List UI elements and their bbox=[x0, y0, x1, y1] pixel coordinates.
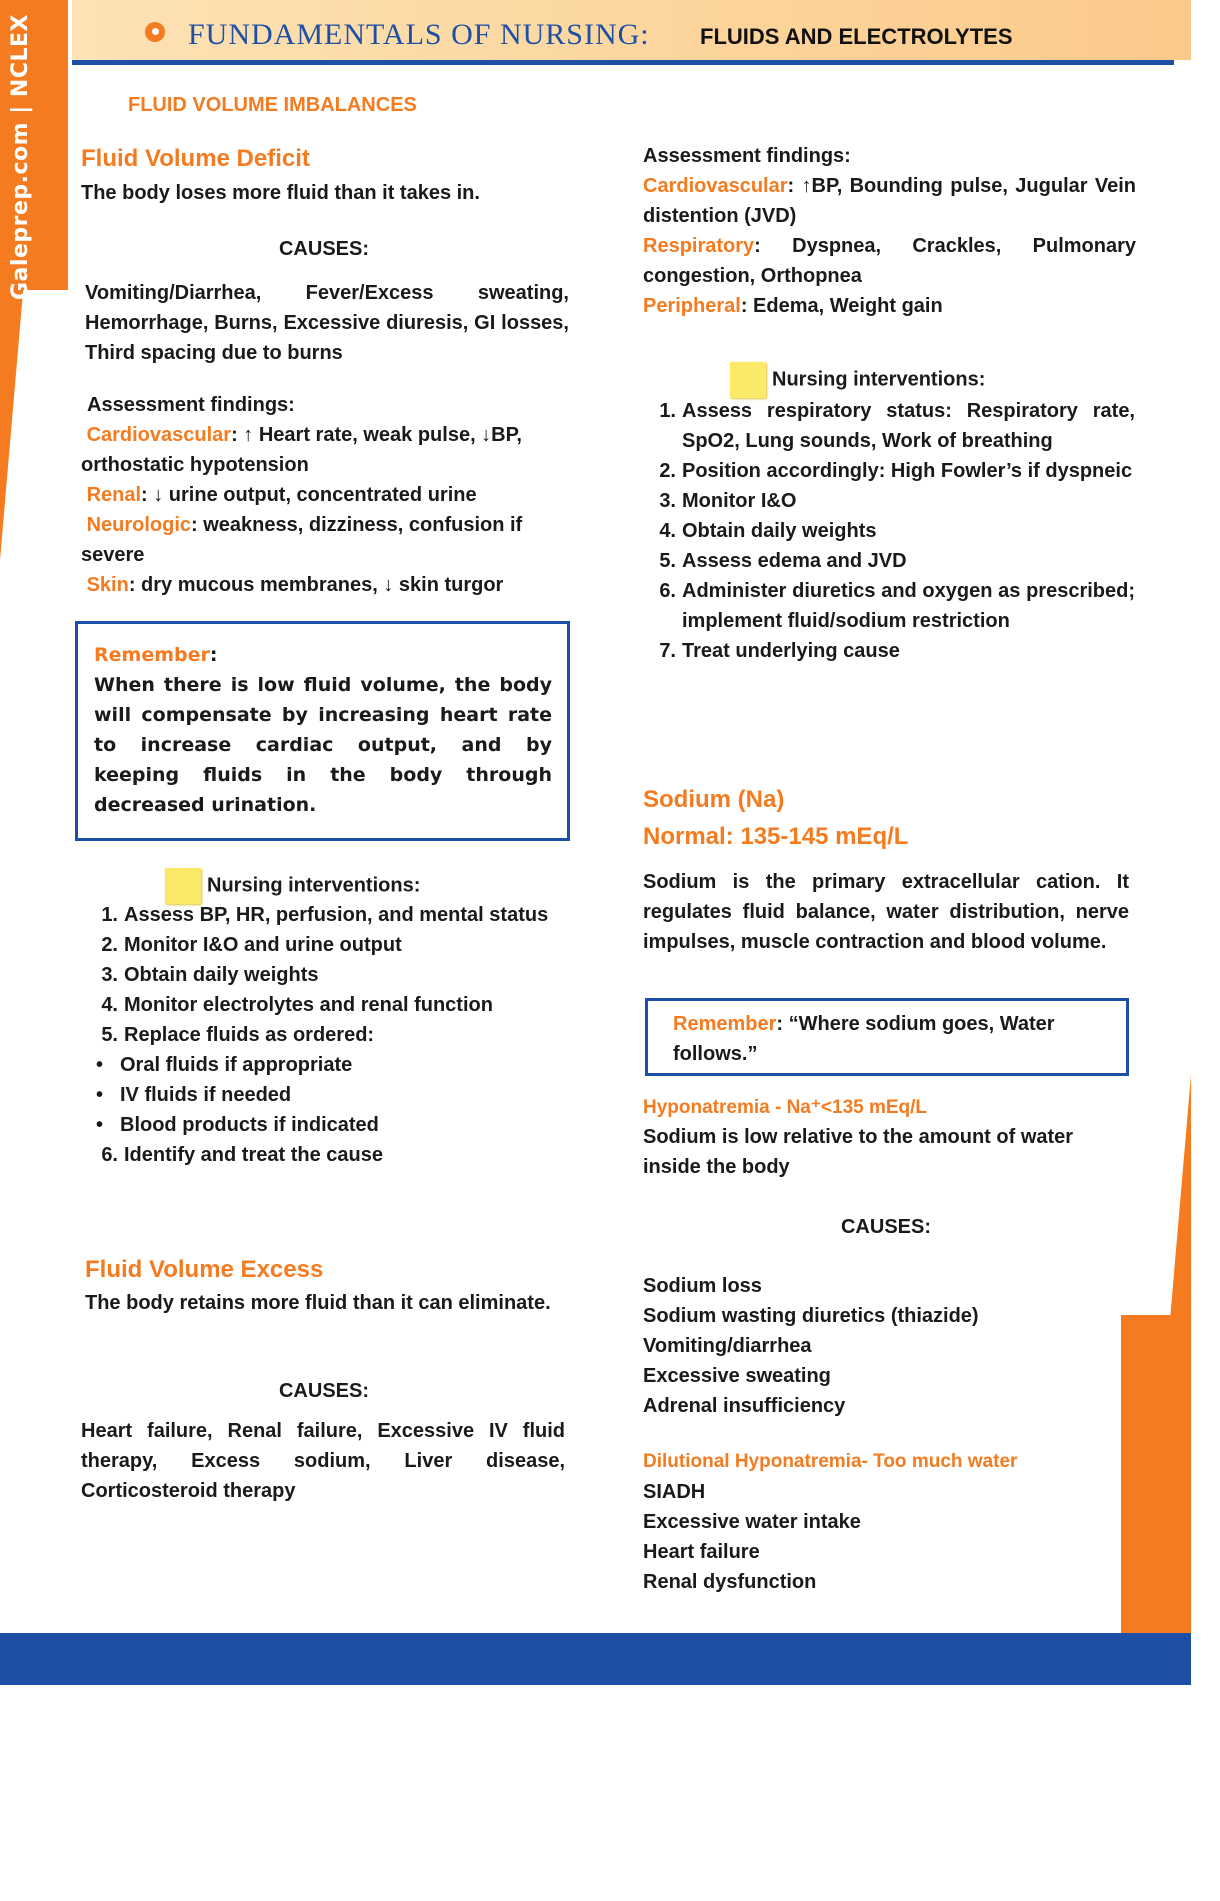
hyponatremia-title: Hyponatremia - Na⁺<135 mEq/L bbox=[643, 1097, 928, 1118]
remember-text: When there is low fluid volume, the body will compensate by increasing heart rate to increase cardiac output, and by keeping fluids in the body through decreased urination. bbox=[94, 674, 552, 816]
remember-box-sodium bbox=[645, 998, 1129, 1076]
finding-neurologic: Neurologic: weakness, dizziness, confusion if severe bbox=[81, 514, 523, 566]
fve-interventions-list bbox=[646, 396, 1135, 666]
side-label-right: Galeprep.com | NCLEX bbox=[1195, 1615, 1220, 1901]
fvd-assessment-heading: Assessment findings: bbox=[87, 394, 295, 416]
side-label-left: Galeprep.com | NCLEX bbox=[8, 14, 33, 300]
list-item: 1. Assess BP, HR, perfusion, and mental status bbox=[101, 904, 549, 926]
fve-causes-heading: CAUSES: bbox=[278, 1380, 369, 1402]
finding-peripheral: Peripheral: Edema, Weight gain bbox=[643, 295, 943, 317]
hypo-causes-heading: CAUSES: bbox=[840, 1216, 931, 1238]
brain-icon bbox=[145, 22, 165, 42]
remember-box-fvd bbox=[75, 621, 570, 841]
sub-bullet: • IV fluids if needed bbox=[84, 1080, 569, 1110]
fve-causes-text: Heart failure, Renal failure, Excessive IV fluid therapy, Excess sodium, Liver disease, Corticosteroid therapy bbox=[81, 1420, 565, 1502]
footer-bar bbox=[0, 1633, 1191, 1685]
page-title: FUNDAMENTALS OF NURSING: bbox=[188, 18, 650, 51]
fve-assessment-heading: Assessment findings: bbox=[643, 145, 851, 167]
list-item: SIADH bbox=[643, 1481, 706, 1503]
finding-cardiovascular: Cardiovascular: ↑BP, Bounding pulse, Jugular Vein distention (JVD) bbox=[643, 175, 1136, 227]
list-item: 2. Position accordingly: High Fowler’s if dyspneic bbox=[659, 460, 1133, 482]
list-item: Sodium loss bbox=[643, 1275, 762, 1297]
fve-definition: The body retains more fluid than it can eliminate. bbox=[85, 1292, 551, 1314]
sodium-title: Sodium (Na) bbox=[643, 786, 785, 813]
list-item: Vomiting/diarrhea bbox=[643, 1335, 812, 1357]
sodium-description: Sodium is the primary extracellular cation. It regulates fluid balance, water distribution, nerve impulses, muscle contraction and blood volume. bbox=[643, 871, 1129, 953]
hyponatremia-definition: Sodium is low relative to the amount of water inside the body bbox=[643, 1126, 1074, 1178]
fvd-causes-text: Vomiting/Diarrhea, Fever/Excess sweating, Hemorrhage, Burns, Excessive diuresis, GI losses, Third spacing due to burns bbox=[85, 282, 569, 364]
header-divider bbox=[72, 60, 1174, 65]
sub-bullet: • Oral fluids if appropriate bbox=[84, 1050, 569, 1080]
list-item: 4. Monitor electrolytes and renal function bbox=[101, 994, 493, 1016]
list-item: Excessive water intake bbox=[643, 1511, 861, 1533]
page-subtitle: FLUIDS AND ELECTROLYTES bbox=[700, 24, 1013, 49]
dilutional-title: Dilutional Hyponatremia- Too much water bbox=[643, 1451, 1018, 1472]
sticky-note-icon bbox=[730, 362, 766, 398]
fvd-interventions-list bbox=[88, 900, 569, 1170]
list-item: 6. Identify and treat the cause bbox=[101, 1144, 383, 1166]
hypo-causes-list bbox=[643, 1271, 1129, 1421]
right-orange-band-bottom bbox=[1121, 1315, 1191, 1635]
list-item: Sodium wasting diuretics (thiazide) bbox=[643, 1305, 979, 1327]
fvd-definition: The body loses more fluid than it takes in. bbox=[81, 182, 480, 204]
fve-findings bbox=[643, 171, 1136, 321]
list-item: 1. Assess respiratory status: Respiratory rate, SpO2, Lung sounds, Work of breathing bbox=[659, 400, 1135, 452]
list-item: 3. Obtain daily weights bbox=[101, 964, 319, 986]
fve-title: Fluid Volume Excess bbox=[85, 1256, 324, 1283]
sodium-normal: Normal: 135-145 mEq/L bbox=[643, 823, 909, 850]
list-item: 5. Replace fluids as ordered: bbox=[101, 1024, 375, 1046]
list-item: 7. Treat underlying cause bbox=[659, 640, 900, 662]
fvd-causes-heading: CAUSES: bbox=[278, 238, 369, 260]
finding-cardiovascular: Cardiovascular: ↑ Heart rate, weak pulse, ↓BP, orthostatic hypotension bbox=[81, 424, 522, 476]
list-item: Heart failure bbox=[643, 1541, 760, 1563]
fvd-findings bbox=[81, 420, 576, 600]
remember-label: Remember: bbox=[94, 644, 218, 666]
list-item: 3. Monitor I&O bbox=[659, 490, 797, 512]
fvd-title: Fluid Volume Deficit bbox=[81, 145, 310, 172]
finding-skin: Skin: dry mucous membranes, ↓ skin turgor bbox=[86, 574, 504, 596]
sub-bullet: • Blood products if indicated bbox=[84, 1110, 569, 1140]
finding-renal: Renal: ↓ urine output, concentrated urine bbox=[86, 484, 477, 506]
list-item: 4. Obtain daily weights bbox=[659, 520, 877, 542]
list-item: 2. Monitor I&O and urine output bbox=[101, 934, 402, 956]
fve-interventions-heading: Nursing interventions: bbox=[730, 362, 985, 398]
fvd-interventions-heading: Nursing interventions: bbox=[165, 868, 420, 904]
list-item: Renal dysfunction bbox=[643, 1571, 817, 1593]
list-item: 5. Assess edema and JVD bbox=[659, 550, 907, 572]
dilutional-list bbox=[643, 1477, 1129, 1597]
sticky-note-icon bbox=[165, 868, 201, 904]
list-item: 6. Administer diuretics and oxygen as prescribed; implement fluid/sodium restriction bbox=[659, 580, 1135, 632]
list-item: Excessive sweating bbox=[643, 1365, 831, 1387]
sodium-remember: Remember: “Where sodium goes, Water follows.” bbox=[673, 1013, 1055, 1065]
finding-respiratory: Respiratory: Dyspnea, Crackles, Pulmonary congestion, Orthopnea bbox=[643, 235, 1136, 287]
list-item: Adrenal insufficiency bbox=[643, 1395, 846, 1417]
section-heading: FLUID VOLUME IMBALANCES bbox=[128, 94, 417, 116]
